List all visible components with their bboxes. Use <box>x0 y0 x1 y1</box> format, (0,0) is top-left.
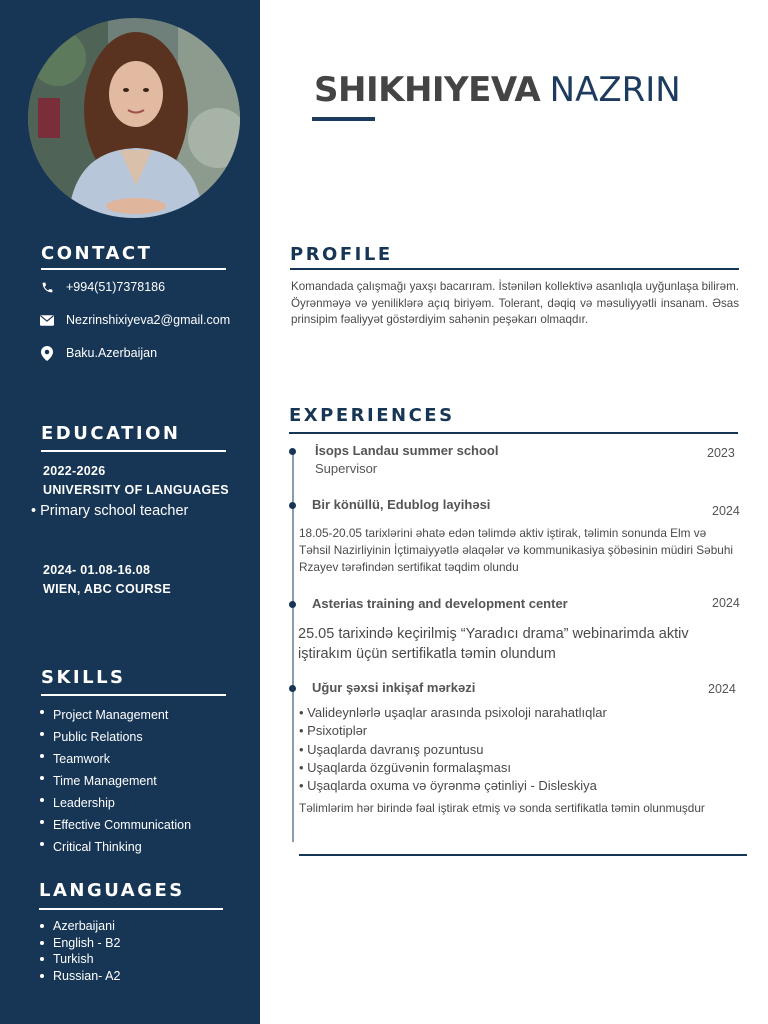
education-years: 2022-2026 <box>43 464 106 478</box>
education-years: 2024- 01.08-16.08 <box>43 563 151 577</box>
email-address[interactable]: Nezrinshixiyeva2@gmail.com <box>66 313 231 327</box>
experience-description: 18.05-20.05 tarixlərini əhatə edən təlimdə aktiv iştirak, təlimin sonunda Elm və Təhsil Nazirliyinin İçtimaiyyətlə əlaqələr və kommunikasiya şöbəsinin müdiri Səbuhi Rzayev tərəfindən sertifikat təqdim olundu <box>299 526 734 574</box>
skills-divider <box>41 694 226 696</box>
list-item: Effective Communication <box>38 814 191 836</box>
bottom-divider <box>299 854 747 856</box>
contact-phone <box>40 280 165 294</box>
phone-icon <box>40 280 54 294</box>
experiences-heading: EXPERIENCES <box>289 405 455 426</box>
experience-year: 2024 <box>708 682 736 696</box>
experience-title: Asterias training and development center <box>312 596 568 611</box>
experience-description: 25.05 tarixində keçirilmiş “Yaradıcı drama” webinarimda aktiv iştirakım üçün sertifikatla təmin olundum <box>298 626 689 662</box>
profile-heading: PROFILE <box>290 244 393 265</box>
list-item: • Uşaqlarda özgüvənin formalaşması <box>299 759 607 777</box>
list-item: Project Management <box>38 704 191 726</box>
full-name <box>314 70 681 110</box>
list-item: Teamwork <box>38 748 191 770</box>
list-item: • Psixotiplər <box>299 722 607 740</box>
list-item: English - B2 <box>38 935 120 952</box>
education-school: UNIVERSITY OF LANGUAGES <box>43 483 229 497</box>
list-item: • Uşaqlarda davranış pozuntusu <box>299 741 607 759</box>
list-item: Russian- A2 <box>38 968 120 985</box>
timeline-dot <box>289 502 296 509</box>
list-item: Turkish <box>38 951 120 968</box>
location-text: Baku.Azerbaijan <box>66 346 158 360</box>
experience-year: 2024 <box>712 504 740 518</box>
last-name: SHIKHIYEVA <box>314 70 541 110</box>
experience-year: 2023 <box>707 446 735 460</box>
languages-list <box>38 918 120 985</box>
education-detail-text: Primary school teacher <box>40 503 189 519</box>
education-divider <box>41 450 226 452</box>
timeline-dot <box>289 685 296 692</box>
list-item: Critical Thinking <box>38 836 191 858</box>
contact-divider <box>41 268 226 270</box>
experiences-divider <box>289 432 738 434</box>
sidebar <box>0 0 260 1024</box>
list-item: • Uşaqlarda oxuma və öyrənmə çətinliyi - Disleskiya <box>299 777 607 795</box>
first-name: NAZRIN <box>549 70 681 110</box>
experience-title: Uğur şəxsi inkişaf mərkəzi <box>312 680 476 695</box>
timeline-line <box>292 452 294 842</box>
languages-divider <box>39 908 223 910</box>
envelope-icon <box>40 313 54 327</box>
experience-year: 2024 <box>712 596 740 610</box>
experience-role: Supervisor <box>315 461 378 476</box>
list-item: Leadership <box>38 792 191 814</box>
list-item: • Valideynlərlə uşaqlar arasında psixoloji narahatlıqlar <box>299 704 607 722</box>
skills-heading: SKILLS <box>41 667 126 688</box>
timeline-dot <box>289 601 296 608</box>
experience-description: Təlimlərim hər birində fəal iştirak etmiş və sonda sertifikatla təmin olunmuşdur <box>299 801 705 815</box>
location-pin-icon <box>40 346 54 360</box>
education-detail: • Primary school teacher <box>31 503 189 519</box>
contact-email <box>40 313 230 327</box>
experience-title: İsops Landau summer school <box>315 443 499 458</box>
profile-photo <box>28 18 240 218</box>
profile-divider <box>290 268 739 270</box>
education-school: WIEN, ABC COURSE <box>43 582 171 596</box>
contact-location <box>40 346 157 360</box>
languages-heading: LANGUAGES <box>39 880 185 901</box>
experience-title: Bir könüllü, Edublog layihəsi <box>312 497 491 512</box>
name-underline <box>312 117 375 121</box>
profile-text: Komandada çalışmağı yaxşı bacarıram. İstənilən kollektivə asanlıqla uyğunlaşa bilirəm. Öyrənməyə və yeniliklərə açıq biriyəm. Tolerant, dəqiq və məsuliyyətli insanam. Əsas prinsipim fəaliyyət göstərdiyim sahənin peşəkarı olmaqdır. <box>291 280 739 326</box>
contact-heading: CONTACT <box>41 243 153 264</box>
list-item: Time Management <box>38 770 191 792</box>
skills-list <box>38 704 191 858</box>
timeline-dot <box>289 448 296 455</box>
education-heading: EDUCATION <box>41 423 181 444</box>
phone-number[interactable]: +994(51)7378186 <box>66 280 166 294</box>
experience-topics-list <box>299 704 607 795</box>
list-item: Public Relations <box>38 726 191 748</box>
list-item: Azerbaijani <box>38 918 120 935</box>
